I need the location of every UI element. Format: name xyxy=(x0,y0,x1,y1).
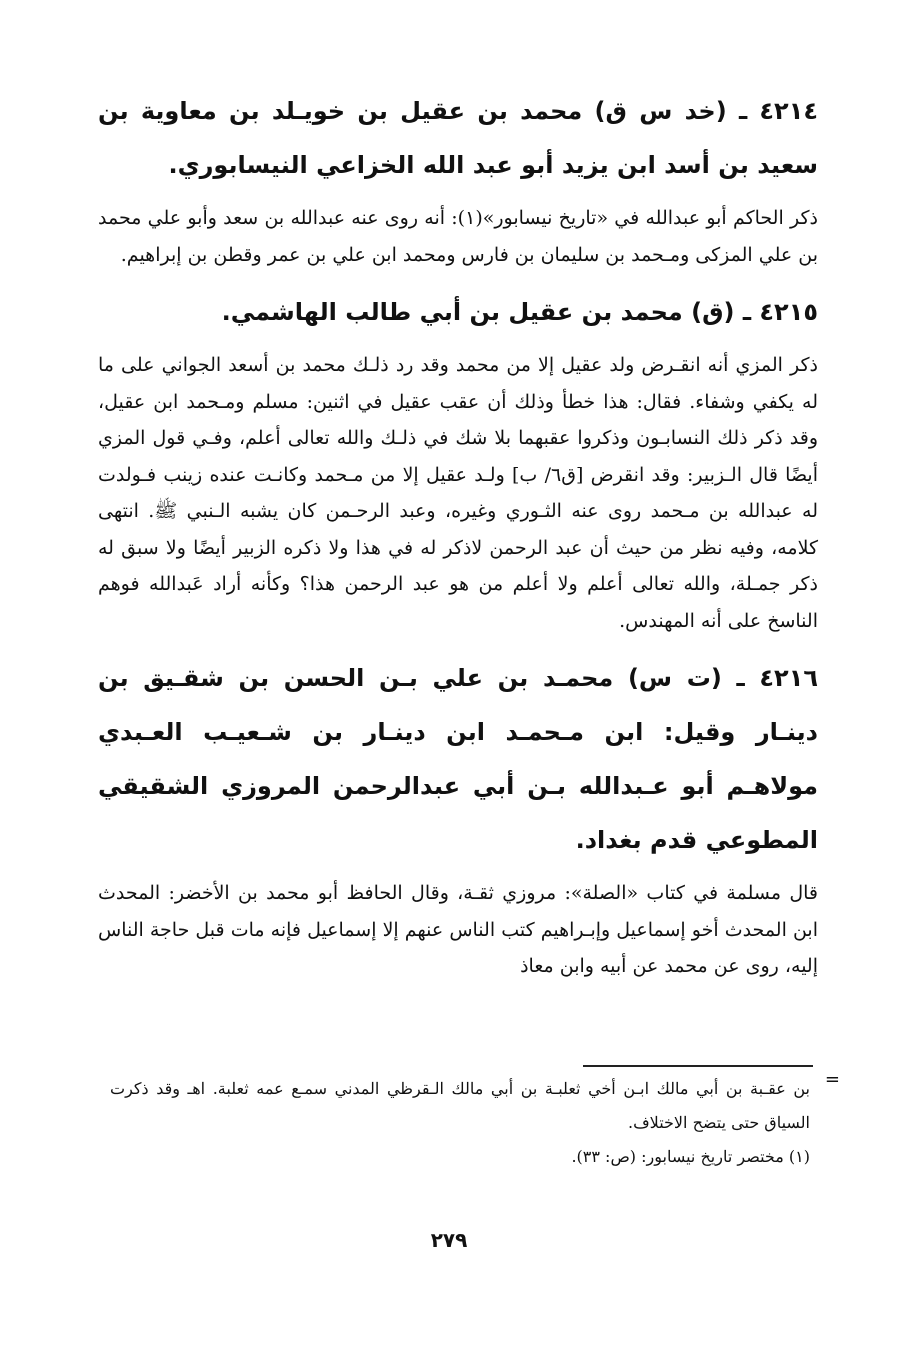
footnote-continued: بن عقـبة بن أبي مالك ابـن أخي ثعلبـة بن أبي مالك الـقرظي المدني سمـع عمه ثعلبة. اهـ وقد ذكرت السياق حتى يتضح الاختلاف. xyxy=(110,1079,810,1132)
footnote-separator xyxy=(583,1065,813,1067)
entry-body-4215: ذكر المزي أنه انقـرض ولد عقيل إلا من محمد وقد رد ذلـك محمد بن أسعد الجواني على ما له يكفي وشفاء. فقال: هذا خطأ وذلك أن عقب عقيل في اثنين: مسلم ومـحمد ابن عقيل، وقد ذكر ذلك النسابـون وذكروا عقبهما بلا شك في ذلـك والله تعالى أعلم، وفـي قول المزي أيضًا قال الـزبير: وقد انقرض [ق٦/ ب] ولـد عقيل إلا من مـحمد وكانـت عنده زينب فـولدت له عبدالله بن مـحمد روى عنه الثـوري وغيره، وعبد الرحـمن كان يشبه الـنبي ﷺ. انتهى كلامه، وفيه نظر من حيث أن عبد الرحمن لاذكر له في هذا ولا ذكره الزبير أيضًا ولا سبق له ذكر جمـلة، والله تعالى أعلم ولا أعلم من هو عبد الرحمن هذا؟ وكأنه أراد عَبدالله فوهم الناسخ على أنه المهندس. xyxy=(98,354,818,632)
entry-heading-4214: ٤٢١٤ ـ (خد س ق) محمد بن عقيل بن خويـلد بن معاوية بن سعيد بن أسد ابن يزيد أبو عبد الله الخزاعي النيسابوري. xyxy=(98,97,818,179)
entry-heading-4215: ٤٢١٥ ـ (ق) محمد بن عقيل بن أبي طالب الهاشمي. xyxy=(221,298,818,326)
page-number: ٢٧٩ xyxy=(430,1228,468,1252)
entry-body-4216: قال مسلمة في كتاب «الصلة»: مروزي ثقـة، وقال الحافظ أبو محمد بن الأخضر: المحدث ابن المحدث أخو إسماعيل وإبـراهيم كتب الناس عنهم إلا إسماعيل فإنه مات قبل حاجة الناس إليه، روى عن محمد عن أبيه وابن معاذ xyxy=(98,882,818,977)
footnote-1: (١) مختصر تاريخ نيسابور: (ص: ٣٣). xyxy=(571,1147,810,1166)
entry-heading-4216: ٤٢١٦ ـ (ت س) محمـد بن علي بـن الحسن بن شقـيق بن دينـار وقيل: ابن مـحمـد ابن دينـار بن شـعيـب العـبدي مولاهـم أبو عـبدالله بـن أبي عبدالرحمن المروزي الشقيقي المطوعي قدم بغداد. xyxy=(98,664,818,854)
footnotes xyxy=(110,1072,810,1174)
main-text xyxy=(98,84,818,985)
footnote-continuation-mark: = xyxy=(824,1069,840,1090)
entry-body-4214: ذكر الحاكم أبو عبدالله في «تاريخ نيسابور»(١): أنه روى عنه عبدالله بن سعد وأبو علي محمد بن علي المزكى ومـحمد بن سليمان بن فارس ومحمد ابن علي بن عمر وقطن بن إبراهيم. xyxy=(98,207,818,266)
